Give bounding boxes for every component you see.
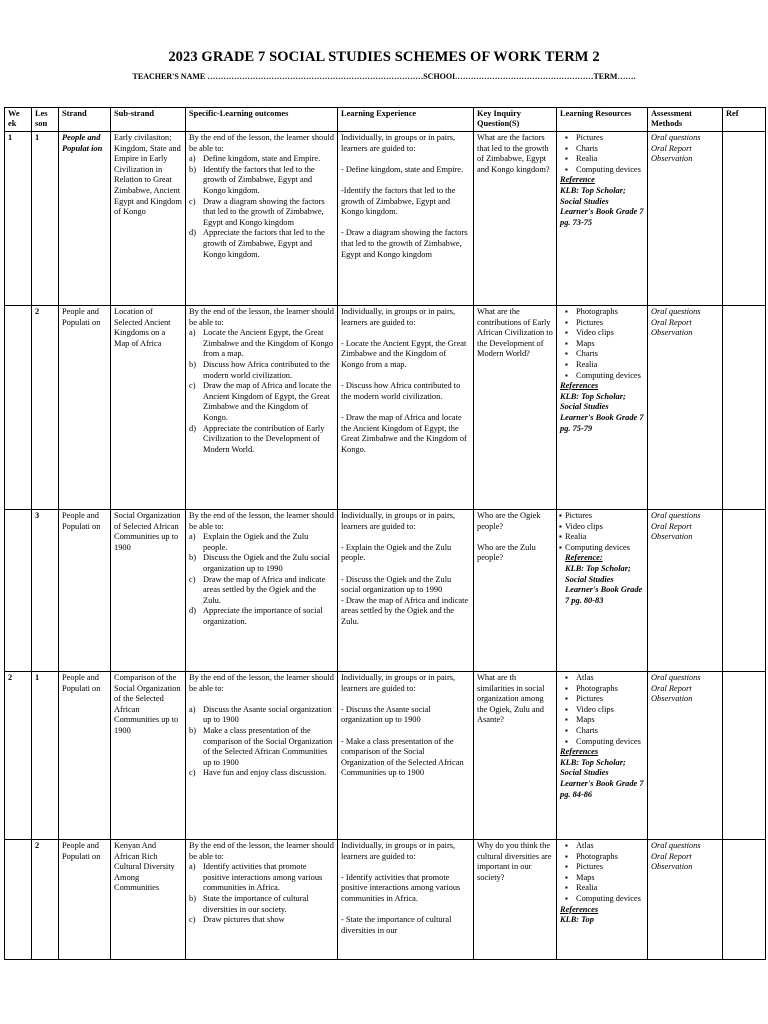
outcomes-list bbox=[189, 862, 334, 926]
list-item: ▪ Pictures bbox=[576, 694, 644, 705]
assessment-item: Oral Report bbox=[651, 683, 692, 693]
inquiry-cell bbox=[474, 510, 557, 672]
list-item: ▪ Realia bbox=[576, 154, 644, 165]
lesson-cell: 2 bbox=[32, 840, 59, 960]
list-item: Identify activities that promote positive interactions among various communities in Africa. bbox=[203, 862, 323, 893]
list-item: ▪ Video clips bbox=[565, 522, 644, 533]
list-item: ▪ Realia bbox=[576, 883, 644, 894]
resources-list bbox=[559, 511, 644, 553]
inquiry-cell: What are th similarities in social organization among the Ogiek, Zulu and Asante? bbox=[474, 672, 557, 840]
list-item: Draw the map of Africa and locate the Ancient Kingdom of Egypt, the Great Zimbabwe and the Kingdom of Kongo. bbox=[203, 381, 332, 422]
outcomes-intro: By the end of the lesson, the learner should be able to: bbox=[189, 511, 334, 531]
list-item: ▪ Pictures bbox=[565, 511, 644, 522]
week-cell bbox=[5, 306, 32, 510]
week-cell bbox=[5, 840, 32, 960]
reference-label: Reference: bbox=[565, 553, 603, 563]
header-lesson: Les son bbox=[32, 108, 59, 132]
resources-cell bbox=[557, 510, 648, 672]
assessment-item: Observation bbox=[651, 154, 693, 164]
list-item: ▪ Realia bbox=[565, 532, 644, 543]
assessment-cell bbox=[648, 840, 723, 960]
outcomes-intro: By the end of the lesson, the learner should be able to: bbox=[189, 133, 334, 153]
resources-list bbox=[560, 307, 644, 381]
reference-text: KLB: Top Scholar; Social Studies Learner's Book Grade 7 pg. 84-86 bbox=[560, 757, 644, 799]
reference-text: KLB: Top Scholar; Social Studies Learner's Book Grade 7 pg. 75-79 bbox=[560, 391, 644, 433]
strand-cell: People and Populati on bbox=[59, 672, 111, 840]
list-item: ▪ Computing devices bbox=[576, 165, 644, 176]
week-cell bbox=[5, 510, 32, 672]
table-row bbox=[5, 510, 766, 672]
strand-cell: People and Populat ion bbox=[59, 132, 111, 306]
scheme-of-work-table bbox=[4, 107, 766, 960]
experience-cell bbox=[338, 132, 474, 306]
list-item: Explain the Ogiek and the Zulu people. bbox=[203, 532, 309, 552]
experience-line: - Draw the map of Africa and indicate areas settled by the Ogiek and the Zulu. bbox=[341, 595, 469, 626]
list-item: ▪ Charts bbox=[576, 144, 644, 155]
assessment-item: Oral questions bbox=[651, 841, 701, 850]
header-inquiry: Key Inquiry Question(S) bbox=[474, 108, 557, 132]
header-row bbox=[5, 108, 766, 132]
outcomes-cell bbox=[186, 510, 338, 672]
experience-line: - Identify activities that promote positive interactions among various communities in Africa. bbox=[341, 872, 461, 903]
list-item: State the importance of cultural diversities in our society. bbox=[203, 893, 309, 914]
reference-label: References bbox=[560, 381, 599, 391]
experience-line: - Draw the map of Africa and locate the Ancient Kingdom of Egypt, the Great Zimbabwe and the Kingdom of Kongo. bbox=[341, 412, 467, 454]
header-assessment: Assessment Methods bbox=[648, 108, 723, 132]
assessment-cell bbox=[648, 306, 723, 510]
experience-line: - Explain the Ogiek and the Zulu people. bbox=[341, 542, 452, 563]
experience-line: - Discuss the Ogiek and the Zulu social organization up to 1990 bbox=[341, 574, 452, 595]
assessment-item: Oral Report bbox=[651, 143, 692, 153]
list-item: ▪ Computing devices bbox=[565, 543, 644, 554]
lesson-cell: 2 bbox=[32, 306, 59, 510]
outcomes-intro: By the end of the lesson, the learner should be able to: bbox=[189, 673, 334, 693]
experience-line: -Identify the factors that led to the growth of Zimbabwe, Egypt and Kongo kingdom. bbox=[341, 185, 456, 217]
list-item: ▪ Charts bbox=[576, 349, 644, 360]
resources-list bbox=[560, 841, 644, 905]
header-resources: Learning Resources bbox=[557, 108, 648, 132]
experience-line: - Draw a diagram showing the factors that led to the growth of Zimbabwe, Egypt and Kongo kingdom bbox=[341, 228, 468, 259]
substrand-cell: Comparison of the Social Organization of the Selected African Communities up to 1900 bbox=[111, 672, 186, 840]
outcomes-cell bbox=[186, 306, 338, 510]
assessment-cell bbox=[648, 510, 723, 672]
list-item: Appreciate the factors that led to the growth of Zimbabwe, Egypt and Kongo kingdom. bbox=[203, 228, 325, 259]
list-item: Draw a diagram showing the factors that led to the growth of Zimbabwe, Egypt and Kongo kingdom bbox=[203, 196, 325, 227]
list-item: ▪ Video clips bbox=[576, 328, 644, 339]
assessment-item: Oral questions bbox=[651, 511, 701, 520]
header-strand: Strand bbox=[59, 108, 111, 132]
experience-line: Individually, in groups or in pairs, learners are guided to: bbox=[341, 133, 456, 153]
list-item: Define kingdom, state and Empire. bbox=[203, 154, 321, 164]
experience-line: - Discuss how Africa contributed to the modern world civilization. bbox=[341, 381, 461, 401]
reference-label: References bbox=[560, 904, 599, 914]
list-item: ▪ Video clips bbox=[576, 705, 644, 716]
experience-cell bbox=[338, 306, 474, 510]
lesson-cell: 1 bbox=[32, 672, 59, 840]
resources-cell bbox=[557, 132, 648, 306]
strand-cell: People and Populati on bbox=[59, 306, 111, 510]
table-row bbox=[5, 306, 766, 510]
list-item: ▪ Realia bbox=[576, 360, 644, 371]
week-cell: 1 bbox=[5, 132, 32, 306]
experience-cell bbox=[338, 840, 474, 960]
assessment-item: Oral questions bbox=[651, 307, 701, 316]
reference-text: KLB: Top Scholar; Social Studies Learner's Book Grade 7 pg. 80-83 bbox=[565, 563, 643, 605]
list-item: ▪ Photographs bbox=[576, 307, 644, 318]
header-ref: Ref bbox=[723, 108, 766, 132]
ref-cell bbox=[723, 132, 766, 306]
list-item: ▪ Computing devices bbox=[576, 894, 644, 905]
document-title: 2023 GRADE 7 SOCIAL STUDIES SCHEMES OF WORK TERM 2 bbox=[168, 49, 600, 65]
outcomes-intro: By the end of the lesson, the learner should be able to: bbox=[189, 307, 334, 327]
assessment-item: Oral Report bbox=[651, 521, 692, 531]
list-item: Have fun and enjoy class discussion. bbox=[203, 768, 327, 778]
teacher-school-term-line: TEACHER'S NAME ………………………………………………………………………SCHOOL……………………………………………TERM……. bbox=[132, 72, 636, 81]
experience-line: - Make a class presentation of the comparison of the Social Organization of the Selected African Communities up to 1900 bbox=[341, 736, 464, 778]
header-week: We ek bbox=[5, 108, 32, 132]
resources-list bbox=[560, 673, 644, 747]
assessment-item: Observation bbox=[651, 328, 693, 338]
list-item: ▪ Photographs bbox=[576, 684, 644, 695]
table-row bbox=[5, 132, 766, 306]
list-item: ▪ Pictures bbox=[576, 862, 644, 873]
experience-line: Individually, in groups or in pairs, learners are guided to: bbox=[341, 673, 456, 693]
lesson-cell: 3 bbox=[32, 510, 59, 672]
list-item: Discuss the Ogiek and the Zulu social organization up to 1990 bbox=[203, 553, 330, 573]
resources-cell bbox=[557, 306, 648, 510]
substrand-cell: Kenyan And African Rich Cultural Diversity Among Communities bbox=[111, 840, 186, 960]
ref-cell bbox=[723, 672, 766, 840]
outcomes-cell bbox=[186, 132, 338, 306]
assessment-item: Oral questions bbox=[651, 673, 701, 682]
reference-text: KLB: Top bbox=[560, 915, 594, 925]
inquiry-cell: What are the factors that led to the growth of Zimbabwe, Egypt and Kongo kingdom? bbox=[474, 132, 557, 306]
experience-line: - Define kingdom, state and Empire. bbox=[341, 164, 464, 174]
outcomes-list bbox=[189, 154, 334, 260]
list-item: Draw pictures that show bbox=[203, 915, 285, 925]
list-item: Appreciate the importance of social organization. bbox=[203, 606, 323, 626]
experience-line: - Locate the Ancient Egypt, the Great Zimbabwe and the Kingdom of Kongo from a map. bbox=[341, 338, 467, 369]
table-row bbox=[5, 840, 766, 960]
assessment-item: Oral questions bbox=[651, 133, 701, 142]
list-item: Draw the map of Africa and indicate areas settled by the Ogiek and the Zulu. bbox=[203, 574, 326, 605]
outcomes-list bbox=[189, 328, 334, 455]
experience-cell bbox=[338, 510, 474, 672]
experience-line: Individually, in groups or in pairs, learners are guided to: bbox=[341, 307, 456, 327]
header-experience: Learning Experience bbox=[338, 108, 474, 132]
experience-line: Individually, in groups or in pairs, learners are guided to: bbox=[341, 511, 456, 531]
list-item: ▪ Computing devices bbox=[576, 737, 644, 748]
list-item: ▪ Atlas bbox=[576, 841, 644, 852]
list-item: ▪ Maps bbox=[576, 715, 644, 726]
ref-cell bbox=[723, 510, 766, 672]
header-outcomes: Specific-Learning outcomes bbox=[186, 108, 338, 132]
assessment-cell bbox=[648, 132, 723, 306]
resources-list bbox=[560, 133, 644, 175]
assessment-item: Observation bbox=[651, 532, 693, 542]
header-substrand: Sub-strand bbox=[111, 108, 186, 132]
resources-cell bbox=[557, 840, 648, 960]
list-item: Discuss the Asante social organization up to 1900 bbox=[203, 704, 332, 725]
inquiry-cell: What are the contributions of Early African Civilization to the Development of Modern World? bbox=[474, 306, 557, 510]
list-item: ▪ Pictures bbox=[576, 133, 644, 144]
inquiry-question: Who are the Zulu people? bbox=[477, 542, 536, 563]
reference-text: KLB: Top Scholar; Social Studies Learner's Book Grade 7 pg. 73-75 bbox=[560, 185, 644, 227]
assessment-item: Oral Report bbox=[651, 317, 692, 327]
outcomes-list bbox=[189, 532, 334, 627]
outcomes-cell bbox=[186, 840, 338, 960]
substrand-cell: Social Organization of Selected African Communities up to 1900 bbox=[111, 510, 186, 672]
table-row bbox=[5, 672, 766, 840]
assessment-item: Observation bbox=[651, 694, 693, 704]
list-item: Locate the Ancient Egypt, the Great Zimbabwe and the Kingdom of Kongo from a map. bbox=[203, 328, 334, 359]
list-item: ▪ Charts bbox=[576, 726, 644, 737]
outcomes-intro: By the end of the lesson, the learner should be able to: bbox=[189, 841, 334, 861]
experience-line: Individually, in groups or in pairs, learners are guided to: bbox=[341, 841, 456, 861]
experience-line: - State the importance of cultural diversities in our bbox=[341, 915, 452, 935]
substrand-cell: Location of Selected Ancient Kingdoms on a Map of Africa bbox=[111, 306, 186, 510]
list-item: Identify the factors that led to the growth of Zimbabwe, Egypt and Kongo kingdom. bbox=[203, 164, 315, 195]
inquiry-cell: Why do you think the cultural diversities are important in our society? bbox=[474, 840, 557, 960]
list-item: ▪ Computing devices bbox=[576, 371, 644, 382]
strand-cell: People and Populati on bbox=[59, 840, 111, 960]
outcomes-list bbox=[189, 705, 334, 779]
lesson-cell: 1 bbox=[32, 132, 59, 306]
inquiry-question: Who are the Ogiek people? bbox=[477, 511, 541, 531]
ref-cell bbox=[723, 840, 766, 960]
assessment-cell bbox=[648, 672, 723, 840]
assessment-item: Oral Report bbox=[651, 851, 692, 861]
experience-cell bbox=[338, 672, 474, 840]
strand-cell: People and Populati on bbox=[59, 510, 111, 672]
experience-line: - Discuss the Asante social organization up to 1900 bbox=[341, 704, 431, 725]
ref-cell bbox=[723, 306, 766, 510]
list-item: ▪ Maps bbox=[576, 873, 644, 884]
list-item: Appreciate the contribution of Early Civilization to the Development of Modern World. bbox=[203, 423, 325, 454]
substrand-cell: Early civilasiton; Kingdom, State and Empire in Early Civilization in Relation to Great Zimbabwe, Ancient Egypt and Kingdom of Kongo bbox=[111, 132, 186, 306]
list-item: Discuss how Africa contributed to the modern world civilization. bbox=[203, 359, 330, 380]
list-item: Make a class presentation of the comparison of the Social Organization of the Selected African Communities up to 1900 bbox=[203, 725, 333, 767]
outcomes-cell bbox=[186, 672, 338, 840]
list-item: ▪ Maps bbox=[576, 339, 644, 350]
reference-label: References bbox=[560, 747, 599, 757]
week-cell: 2 bbox=[5, 672, 32, 840]
reference-label: Reference bbox=[560, 175, 595, 185]
list-item: ▪ Atlas bbox=[576, 673, 644, 684]
list-item: ▪ Photographs bbox=[576, 852, 644, 863]
assessment-item: Observation bbox=[651, 862, 693, 872]
resources-cell bbox=[557, 672, 648, 840]
list-item: ▪ Pictures bbox=[576, 318, 644, 329]
